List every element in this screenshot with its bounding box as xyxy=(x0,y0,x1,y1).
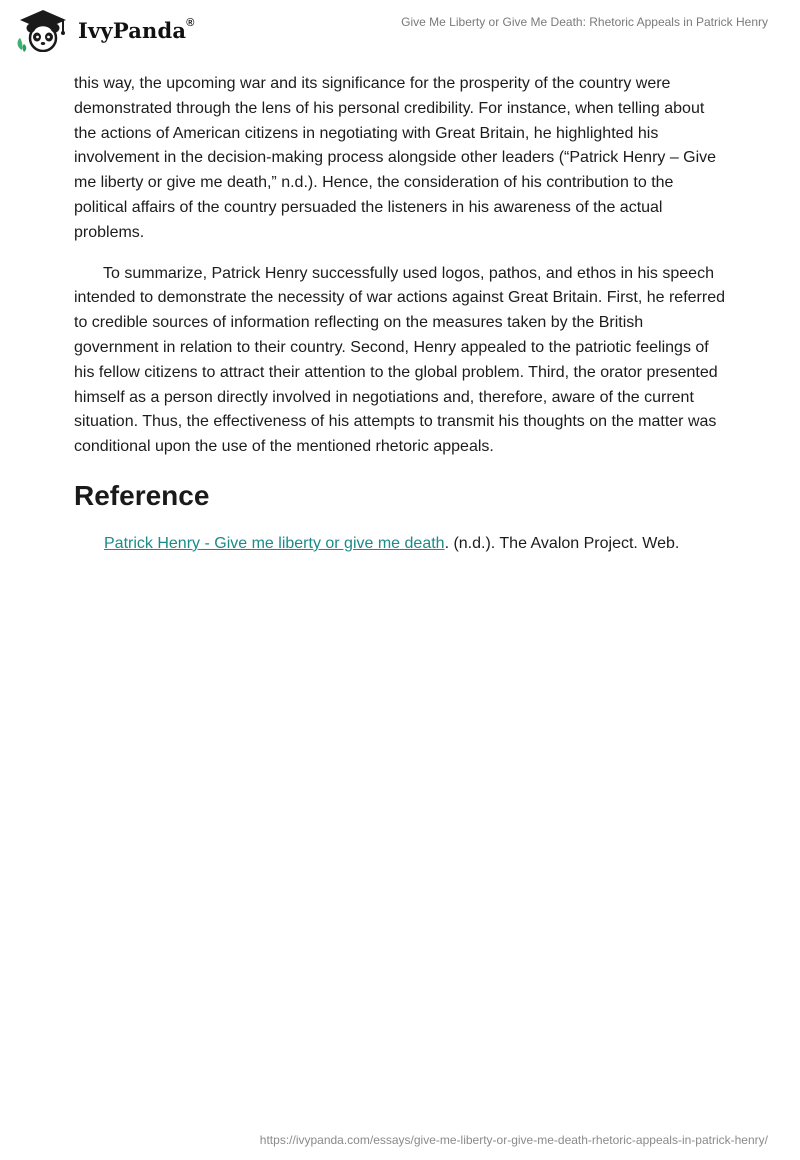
footer-url[interactable]: https://ivypanda.com/essays/give-me-liberty-or-give-me-death-rhetoric-appeals-in-patrick-henry/ xyxy=(259,1133,768,1147)
reference-rest: . (n.d.). The Avalon Project. Web. xyxy=(444,534,680,552)
paragraph-2: To summarize, Patrick Henry successfully used logos, pathos, and ethos in his speech intended to demonstrate the necessity of war actions against Great Britain. First, he referred to credible sources of information reflecting on the measures taken by the British government in relation to their country. Second, Henry appealed to the patriotic feelings of his fellow citizens to attract their attention to the global problem. Third, the orator presented himself as a person directly involved in negotiations and, therefore, aware of the current situation. Thus, the effectiveness of his attempts to transmit his thoughts on the matter was conditional upon the use of the mentioned rhetoric appeals. xyxy=(74,264,725,456)
page-header xyxy=(0,0,800,62)
panda-graduate-icon xyxy=(14,8,72,52)
document-title: Give Me Liberty or Give Me Death: Rhetoric Appeals in Patrick Henry xyxy=(401,15,768,29)
logo-wordmark: IvyPanda® xyxy=(78,16,195,43)
reference-link[interactable]: Patrick Henry - Give me liberty or give me death xyxy=(104,534,445,552)
ivypanda-logo[interactable] xyxy=(14,8,195,52)
reference-entry xyxy=(74,532,726,556)
essay-content xyxy=(74,72,726,556)
paragraph-1: this way, the upcoming war and its significance for the prosperity of the country were demonstrated through the lens of his personal credibility. For instance, when telling about the actions of American citizens in negotiating with Great Britain, he highlighted his involvement in the decision-making process alongside other leaders (“Patrick Henry – Give me liberty or give me death,” n.d.). Hence, the consideration of his contribution to the political affairs of the country persuaded the listeners in his awareness of the actual problems. xyxy=(74,75,717,241)
reference-heading: Reference xyxy=(74,479,210,511)
